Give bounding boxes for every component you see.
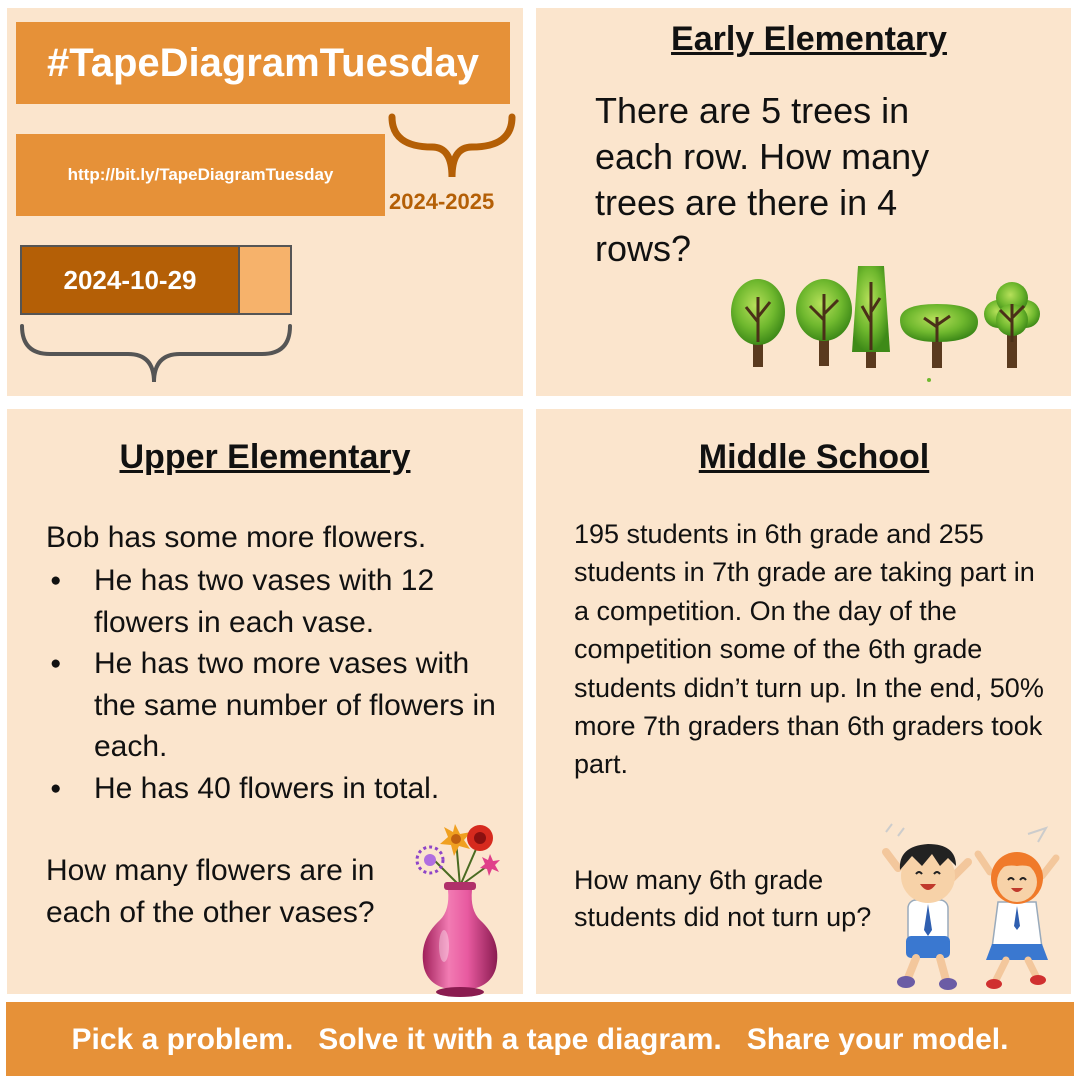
boy-figure	[886, 844, 968, 990]
date-label: 2024-10-29	[22, 247, 240, 313]
flower-vase-icon	[410, 818, 510, 1000]
middle-school-problem: 195 students in 6th grade and 255 students in 7th grade are taking part in a competition. On the day of the competition some of the 6th grade students didn’t turn up. In the end, 50% more 7th graders than 6th graders took part.	[574, 519, 1044, 780]
list-item: ● He has two vases with 12 flowers in each vase.	[46, 560, 516, 643]
upper-elementary-title: Upper Elementary	[119, 438, 411, 476]
upper-elementary-bullets	[46, 560, 516, 809]
hashtag-title: #TapeDiagramTuesday	[16, 22, 510, 104]
footer-banner: Pick a problem. Solve it with a tape diagram. Share your model.	[6, 1002, 1074, 1076]
girl-figure	[978, 852, 1056, 989]
brace-down-icon	[388, 115, 518, 190]
middle-school-question: How many 6th grade students did not turn up?	[574, 865, 872, 932]
list-item: ● He has 40 flowers in total.	[46, 768, 516, 810]
date-tape	[20, 245, 292, 315]
flower-purple	[417, 847, 443, 873]
upper-elementary-intro: Bob has some more flowers.	[46, 521, 427, 554]
link-text[interactable]: http://bit.ly/TapeDiagramTuesday	[16, 134, 385, 216]
early-elementary-problem: There are 5 trees in each row. How many trees are there in 4 rows?	[595, 90, 930, 269]
upper-elementary-question: How many flowers are in each of the other vases?	[46, 854, 375, 929]
brace-under-icon	[20, 322, 292, 386]
middle-school-title: Middle School	[698, 438, 930, 476]
list-item: ● He has two more vases with the same number of flowers in each.	[46, 643, 516, 768]
trees-icon	[728, 262, 1043, 384]
school-year: 2024-2025	[389, 189, 495, 214]
early-elementary-title: Early Elementary	[671, 20, 947, 58]
jumping-kids-icon	[878, 818, 1064, 998]
